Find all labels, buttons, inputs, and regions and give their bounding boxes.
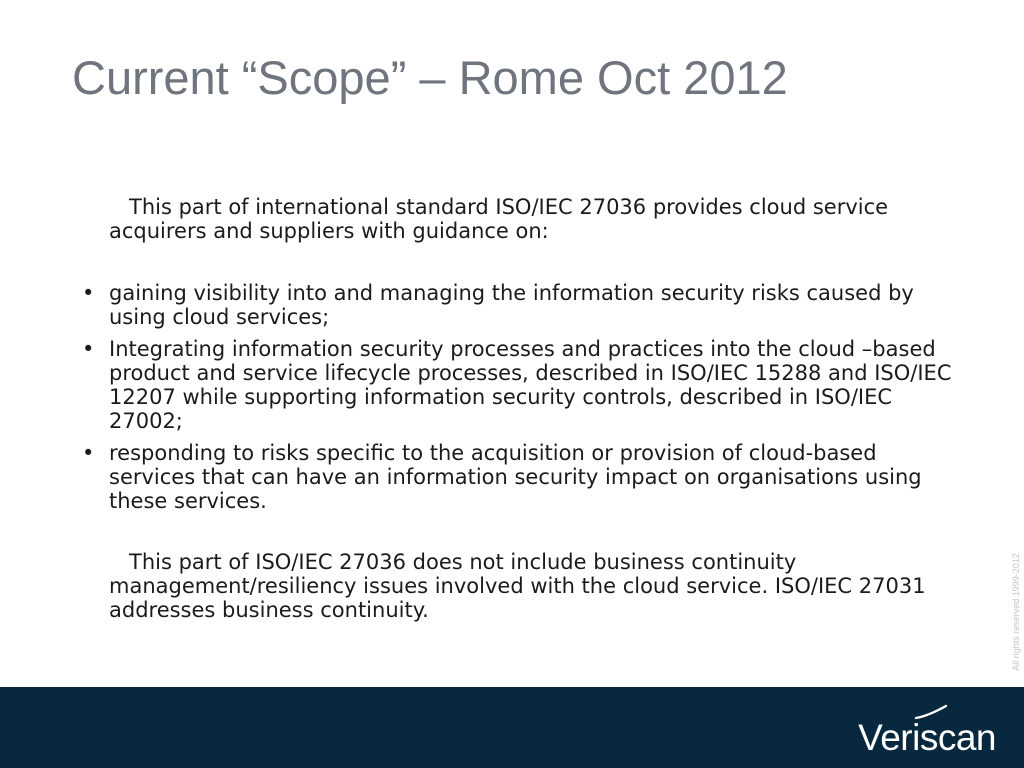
intro-paragraph: This part of international standard ISO/IEC 27036 provides cloud service acquirers and suppliers with guidance on: — [109, 195, 889, 243]
bullet-item — [82, 337, 962, 433]
bullet-text: gaining visibility into and managing the information security risks caused by using cloud services; — [109, 281, 914, 329]
logo-wordmark: Veriscan — [858, 717, 996, 758]
bullet-text: Integrating information security processes and practices into the cloud –based product and service lifecycle processes, described in ISO/IEC 15288 and ISO/IEC 12207 while supporting information security controls, described in ISO/IEC 27002; — [109, 337, 952, 433]
copyright-notice: All rights reserved 1999-2012 — [1011, 553, 1021, 671]
slide-title: Current “Scope” – Rome Oct 2012 — [72, 51, 788, 104]
bullet-icon: • — [82, 281, 95, 305]
bullet-icon: • — [82, 441, 95, 465]
bullet-item — [82, 281, 962, 329]
footer-bar — [0, 687, 1024, 768]
bullet-text: responding to risks specific to the acquisition or provision of cloud-based services that can have an information security impact on organisations using these services. — [109, 441, 922, 513]
bullet-list — [82, 281, 962, 513]
bullet-item — [82, 441, 962, 513]
bullet-icon: • — [82, 337, 95, 361]
logo-swoosh-icon — [914, 704, 948, 724]
slide-body — [82, 195, 962, 622]
veriscan-logo — [858, 718, 996, 758]
closing-paragraph: This part of ISO/IEC 27036 does not include business continuity management/resiliency issues involved with the cloud service. ISO/IEC 27031 addresses business continuity. — [109, 550, 926, 622]
